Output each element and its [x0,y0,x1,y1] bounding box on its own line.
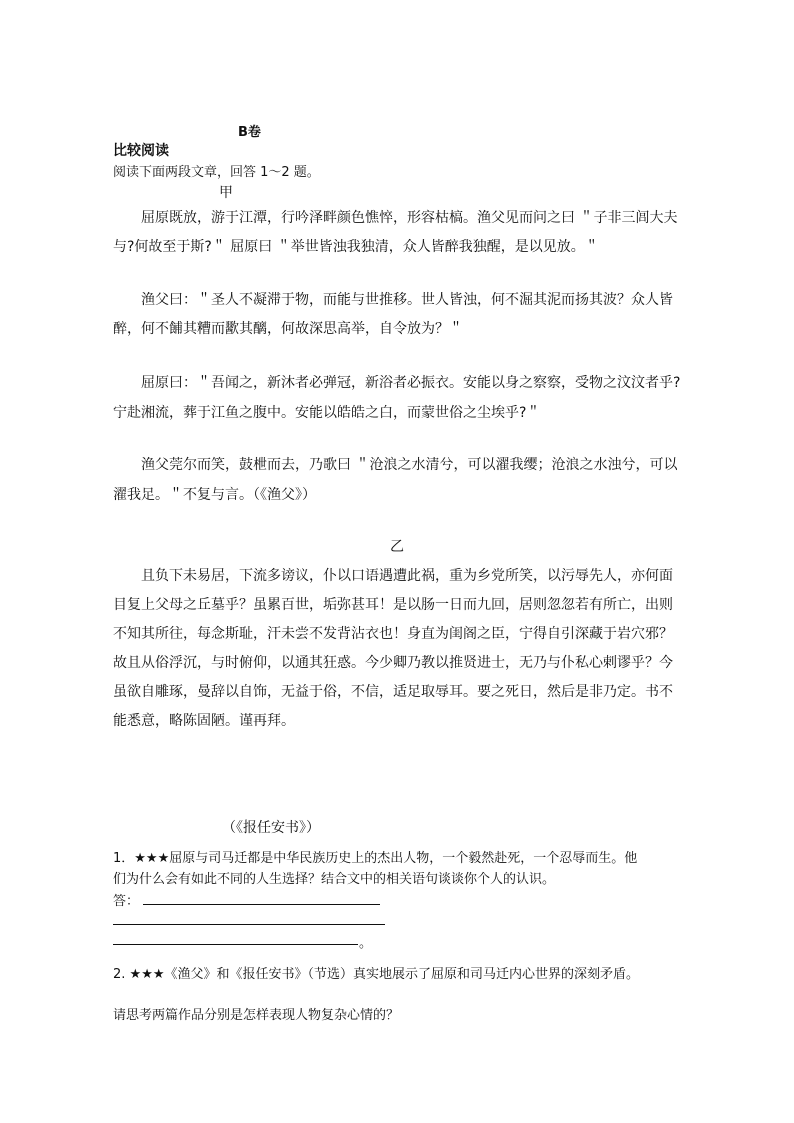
passage-a-line: 濯我足。＂不复与言。（《渔父》） [113,487,316,503]
passage-a-line: 醉，何不餔其糟而歠其醨，何故深思高举，自令放为？＂ [113,321,463,337]
passage-a-line: 屈原既放，游于江潭，行吟泽畔颜色憔悴，形容枯槁。渔父见而问之曰 ＂子非三闾大夫 [141,210,678,226]
answer-label: 答： [113,894,140,909]
passage-a-line: 与?何故至于斯?＂ 屈原曰 ＂举世皆浊我独清，众人皆醉我独醒，是以见放。＂ [113,239,599,255]
heading: 比较阅读 [113,143,169,159]
passage-a [113,208,703,505]
question-2-line: 请思考两篇作品分别是怎样表现人物复杂心情的？ [113,1008,400,1023]
answer-line-2[interactable] [113,924,385,925]
question-2-line: 2. ★★★《渔父》和《报任安书》（节选）真实地展示了屈原和司马迁内心世界的深刻矛盾。 [113,967,639,982]
passage-b-source: （《报任安书》） [222,820,320,836]
section-title: B卷 [238,125,261,140]
passage-b-line: 不知其所往，每念斯耻，汗未尝不发背沾衣也！身直为闺阁之臣，宁得自引深藏于岩穴邪？ [113,626,673,642]
passage-b [113,566,703,731]
question-1-line: 1．★★★屈原与司马迁都是中华民族历史上的杰出人物，一个毅然赴死，一个忍辱而生。他 [113,851,638,866]
question-1-line: 们为什么会有如此不同的人生选择？结合文中的相关语句谈谈你个人的认识。 [113,872,556,887]
answer-line-1[interactable] [143,904,380,905]
passage-a-line: 屈原曰：＂吾闻之，新沐者必弹冠，新浴者必振衣。安能以身之察察，受物之汶汶者乎? [141,375,681,391]
passage-b-line: 且负下未易居，下流多谤议，仆以口语遇遭此祸，重为乡党所笑，以污辱先人，亦何面 [141,568,673,584]
passage-b-line: 虽欲自雕琢，曼辞以自饰，无益于俗，不信，适足取辱耳。要之死日，然后是非乃定。书不 [113,684,673,700]
passage-a-line: 渔父莞尔而笑，鼓枻而去，乃歌曰 ＂沧浪之水清兮，可以濯我缨；沧浪之水浊兮，可以 [141,457,678,473]
passage-a-line: 宁赴湘流，葬于江鱼之腹中。安能以皓皓之白，而蒙世俗之尘埃乎?＂ [113,405,541,421]
passage-a-line: 渔父曰：＂圣人不凝滞于物，而能与世推移。世人皆浊，何不淈其泥而扬其波？众人皆 [141,292,673,308]
passage-b-line: 能悉意，略陈固陋。谨再拜。 [113,713,295,729]
answer-end-mark: 。 [359,936,373,951]
answer-line-3[interactable] [113,944,358,945]
passage-a-label: 甲 [219,185,233,201]
instruction: 阅读下面两段文章，回答 1～2 题。 [113,165,320,180]
passage-b-line: 目复上父母之丘墓乎？虽累百世，垢弥甚耳！是以肠一日而九回，居则忽忽若有所亡，出则 [113,597,673,613]
passage-b-line: 故且从俗浮沉，与时俯仰，以通其狂惑。今少卿乃教以推贤进士，无乃与仆私心剌谬乎？今 [113,655,673,671]
passage-b-label: 乙 [390,539,404,555]
